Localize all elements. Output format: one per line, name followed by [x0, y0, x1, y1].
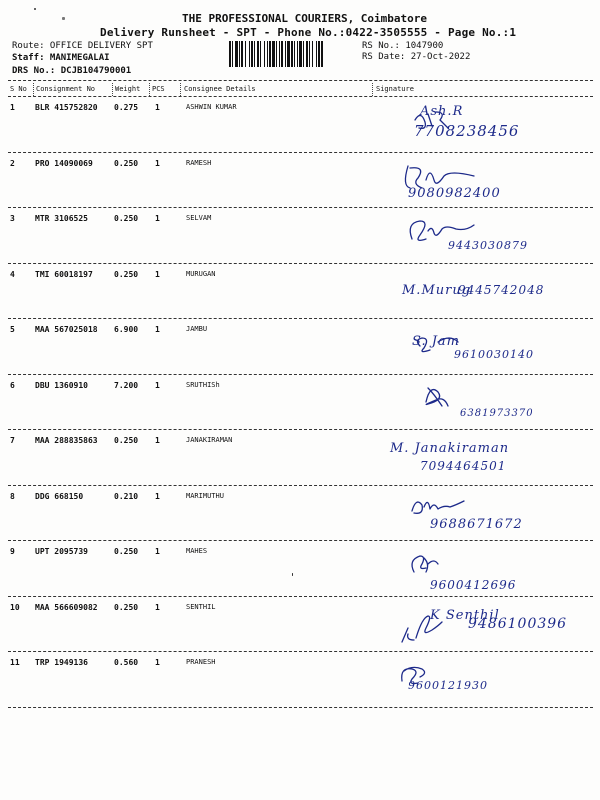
row-consignee: JAMBU: [186, 325, 208, 333]
column-divider: [33, 83, 34, 96]
row-consignee: MARIMUTHU: [186, 491, 224, 500]
row-separator: [8, 318, 593, 319]
row-separator: [8, 207, 593, 208]
header-top-rule: [8, 80, 593, 81]
signature-phone: 9610030140: [454, 348, 534, 361]
row-signature: [380, 160, 590, 210]
row-signature: [380, 104, 590, 154]
row-weight: 0.250: [114, 547, 139, 556]
signature-phone: 9486100396: [468, 615, 568, 632]
signature-phone: 9443030879: [448, 239, 528, 252]
row-sno: 6: [10, 380, 15, 390]
signature-scribble: [380, 160, 590, 210]
row-sno: 10: [10, 602, 20, 612]
row-separator: [8, 707, 593, 708]
column-divider: [149, 83, 150, 96]
row-signature: [380, 215, 590, 265]
rs-number: RS No.: 1047900: [362, 41, 444, 51]
signature-stroke: [412, 556, 438, 572]
row-consignment-no: MAA 288835863: [35, 436, 98, 445]
row-pcs: 1: [155, 103, 160, 112]
row-consignment-no: BLR 415752820: [35, 103, 98, 112]
row-weight: 0.250: [114, 602, 139, 612]
row-pcs: 1: [155, 214, 160, 223]
row-signature: [380, 493, 590, 543]
row-consignee: RAMESH: [186, 158, 212, 167]
row-sno: 9: [10, 547, 15, 556]
row-consignment-no: MTR 3106525: [35, 214, 88, 223]
rs-date: RS Date: 27-Oct-2022: [362, 52, 471, 62]
row-signature: [380, 604, 590, 654]
row-consignment-no: PRO 14090069: [35, 158, 93, 168]
row-separator: [8, 263, 593, 264]
signature-phone: 9600412696: [430, 578, 517, 592]
column-header-consignment: Consignment No: [36, 85, 96, 93]
row-consignment-no: MAA 567025018: [35, 325, 98, 334]
row-weight: 0.210: [114, 491, 139, 501]
row-weight: 0.250: [114, 158, 139, 168]
drs-number: DRS No.: DCJB104790001: [12, 66, 132, 76]
row-consignee: MURUGAN: [186, 269, 216, 278]
row-separator: [8, 374, 593, 375]
row-sno: 8: [10, 491, 15, 501]
row-pcs: 1: [155, 158, 160, 168]
document-subtitle: Delivery Runsheet - SPT - Phone No.:0422-3505555 - Page No.:1: [100, 26, 517, 39]
row-consignment-no: MAA 566609082: [35, 602, 98, 612]
scan-speck: [292, 573, 293, 576]
row-sno: 11: [10, 658, 20, 667]
row-pcs: 1: [155, 547, 160, 556]
row-consignment-no: DBU 1360910: [35, 380, 88, 390]
row-consignee: MAHES: [186, 547, 208, 555]
row-sno: 5: [10, 325, 15, 334]
signature-name: K Senthil: [430, 607, 500, 623]
column-divider: [372, 83, 373, 96]
row-sno: 1: [10, 103, 15, 112]
column-header-sno: S No: [10, 85, 27, 93]
row-weight: 0.250: [114, 269, 139, 279]
row-weight: 6.900: [114, 325, 139, 334]
staff-label: Staff: MANIMEGALAI: [12, 53, 110, 63]
row-consignment-no: TMI 60018197: [35, 269, 93, 279]
row-pcs: 1: [155, 658, 160, 667]
header-bottom-rule: [8, 96, 593, 97]
row-sno: 3: [10, 214, 15, 223]
signature-phone: 9080982400: [408, 185, 501, 201]
signature-stroke: [426, 388, 448, 406]
row-weight: 0.275: [114, 103, 139, 112]
document-title: THE PROFESSIONAL COURIERS, Coimbatore: [182, 12, 428, 25]
row-separator: [8, 540, 593, 541]
row-consignment-no: TRP 1949136: [35, 658, 88, 667]
row-separator: [8, 596, 593, 597]
row-weight: 0.560: [114, 658, 139, 667]
barcode: [229, 41, 356, 67]
signature-name: S. Jam: [412, 334, 460, 349]
row-separator: [8, 429, 593, 430]
signature-stroke: [410, 221, 474, 240]
column-header-weight: Weight: [115, 85, 141, 93]
signature-phone: 6381973370: [460, 407, 534, 419]
row-consignee: SRUTHISh: [186, 380, 220, 389]
row-signature: [380, 659, 590, 709]
row-consignee: ASHWIN KUMAR: [186, 103, 237, 111]
row-consignment-no: UPT 2095739: [35, 547, 88, 556]
column-header-consignee: Consignee Details: [184, 85, 256, 93]
row-signature: [380, 437, 590, 487]
row-separator: [8, 651, 593, 652]
column-header-pcs: PCS: [152, 85, 165, 93]
signature-phone: 7094464501: [420, 459, 507, 473]
row-weight: 0.250: [114, 436, 139, 445]
row-sno: 2: [10, 158, 15, 168]
signature-name: M.Murug: [402, 282, 472, 298]
row-signature: [380, 326, 590, 376]
scan-speck: [62, 17, 65, 20]
signature-name: Ash.R: [420, 104, 464, 119]
row-signature: [380, 382, 590, 432]
column-divider: [112, 83, 113, 96]
signature-scribble: [380, 382, 590, 432]
row-sno: 4: [10, 269, 15, 279]
row-pcs: 1: [155, 380, 160, 390]
row-consignment-no: DDG 668150: [35, 491, 84, 501]
route-label: Route: OFFICE DELIVERY SPT: [12, 41, 153, 51]
column-header-signature: Signature: [376, 85, 414, 93]
signature-phone: 9600121930: [408, 679, 488, 692]
row-consignee: PRANESH: [186, 658, 216, 666]
scan-speck: [34, 8, 36, 10]
row-weight: 7.200: [114, 380, 139, 390]
row-consignee: SELVAM: [186, 214, 212, 222]
signature-phone: 9688671672: [430, 516, 523, 532]
row-pcs: 1: [155, 325, 160, 334]
row-pcs: 1: [155, 269, 160, 279]
row-pcs: 1: [155, 602, 160, 612]
signature-name: M. Janakiraman: [390, 441, 510, 456]
column-divider: [180, 83, 181, 96]
row-consignee: SENTHIL: [186, 602, 216, 611]
row-sno: 7: [10, 436, 15, 445]
row-consignee: JANAKIRAMAN: [186, 436, 233, 444]
signature-phone: 7708238456: [414, 122, 520, 140]
row-pcs: 1: [155, 491, 160, 501]
signature-stroke: [412, 501, 464, 513]
row-signature: [380, 548, 590, 598]
row-signature: [380, 271, 590, 321]
row-weight: 0.250: [114, 214, 139, 223]
row-separator: [8, 485, 593, 486]
signature-stroke: [405, 166, 474, 188]
row-pcs: 1: [155, 436, 160, 445]
signature-phone: 9445742048: [458, 282, 545, 297]
row-separator: [8, 152, 593, 153]
